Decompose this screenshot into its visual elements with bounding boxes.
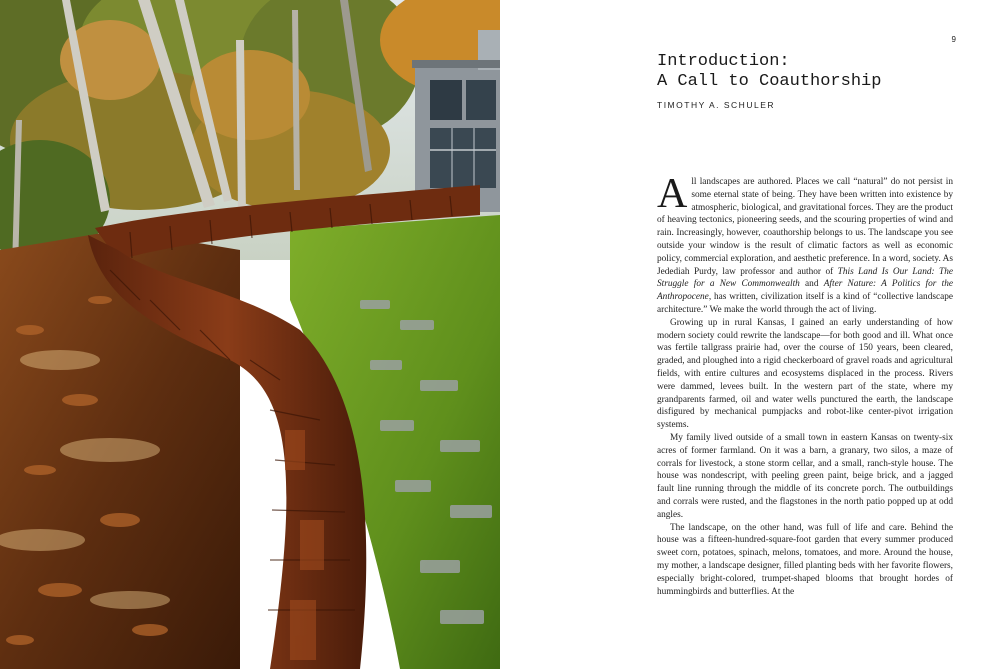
paragraph-1-and: and (799, 279, 824, 290)
text-page (500, 0, 1000, 669)
paragraph-1-text: ll landscapes are authored. Places we call “natural” do not persist in some eternal state of being. They have been written into existence by atmospheric, biological, and gravitational forces. They are the product of heaving tectonics, pioneering seeds, and the scouring properties of wind and rain. Increasingly, however, coauthorship belongs to us. The landscape you see outside your window is the result of climatic factors as well as economic policy, commercial exploration, and aesthetic preference. In a word, society. As Jedediah Purdy, law professor and author of (657, 177, 953, 277)
body-text (657, 171, 953, 598)
page-number: 9 (951, 35, 956, 44)
paragraph-1-end: , has written, civilization itself is a kind of “collective landscape architecture.” We make the world through the act of living. (657, 292, 953, 315)
author-name: TIMOTHY A. SCHULER (657, 100, 775, 110)
chapter-title-line-1: Introduction: (657, 52, 790, 71)
paragraph-1 (657, 171, 953, 317)
drop-cap: A (657, 171, 688, 217)
chapter-title-line-2: A Call to Coauthorship (657, 72, 882, 91)
book-title-after-nature: After Nature: A Politics for the Anthropocene (657, 279, 953, 303)
chapter-title (657, 52, 977, 92)
paragraph-3: My family lived outside of a small town in eastern Kansas on twenty-six acres of former farmland. On it was a barn, a granary, two silos, a maze of corrals for livestock, a stone storm cellar, and a small, ranch-style house. The house was nondescript, with peeling green paint, beige brick, and a jagged fault line running through the middle of its concrete porch. The outbuildings and corrals were rusted, and the flagstones in the north patio popped up at odd angles. (657, 432, 953, 520)
paragraph-4: The landscape, on the other hand, was full of life and care. Behind the house was a fifteen-hundred-square-foot garden that every summer produced sweet corn, potatoes, spinach, melons, tomatoes, and more. Around the house, my mother, a landscape designer, filled planting beds with her favorite flowers, especially bright-colored, trumpet-shaped blooms that brought hordes of hummingbirds and butterflies. At the (657, 522, 953, 597)
book-title-this-land: This Land Is Our Land: The Struggle for a New Commonwealth (657, 266, 953, 290)
paragraph-2: Growing up in rural Kansas, I gained an early understanding of how modern society could rewrite the landscape—for both good and ill. What once was fertile tallgrass prairie had, over the course of 150 years, been cleared, graded, and ploughed into a rigid checkerboard of gravel roads and agricultural fields, with entire cultures and ecosystems displaced in the process. Rivers were dammed, levees built. In the western part of the state, where my grandparents farmed, oil and water wells punctured the earth, the landscape disfigured by mechanical pumpjacks and robot-like center-pivot irrigation systems. (657, 317, 953, 431)
